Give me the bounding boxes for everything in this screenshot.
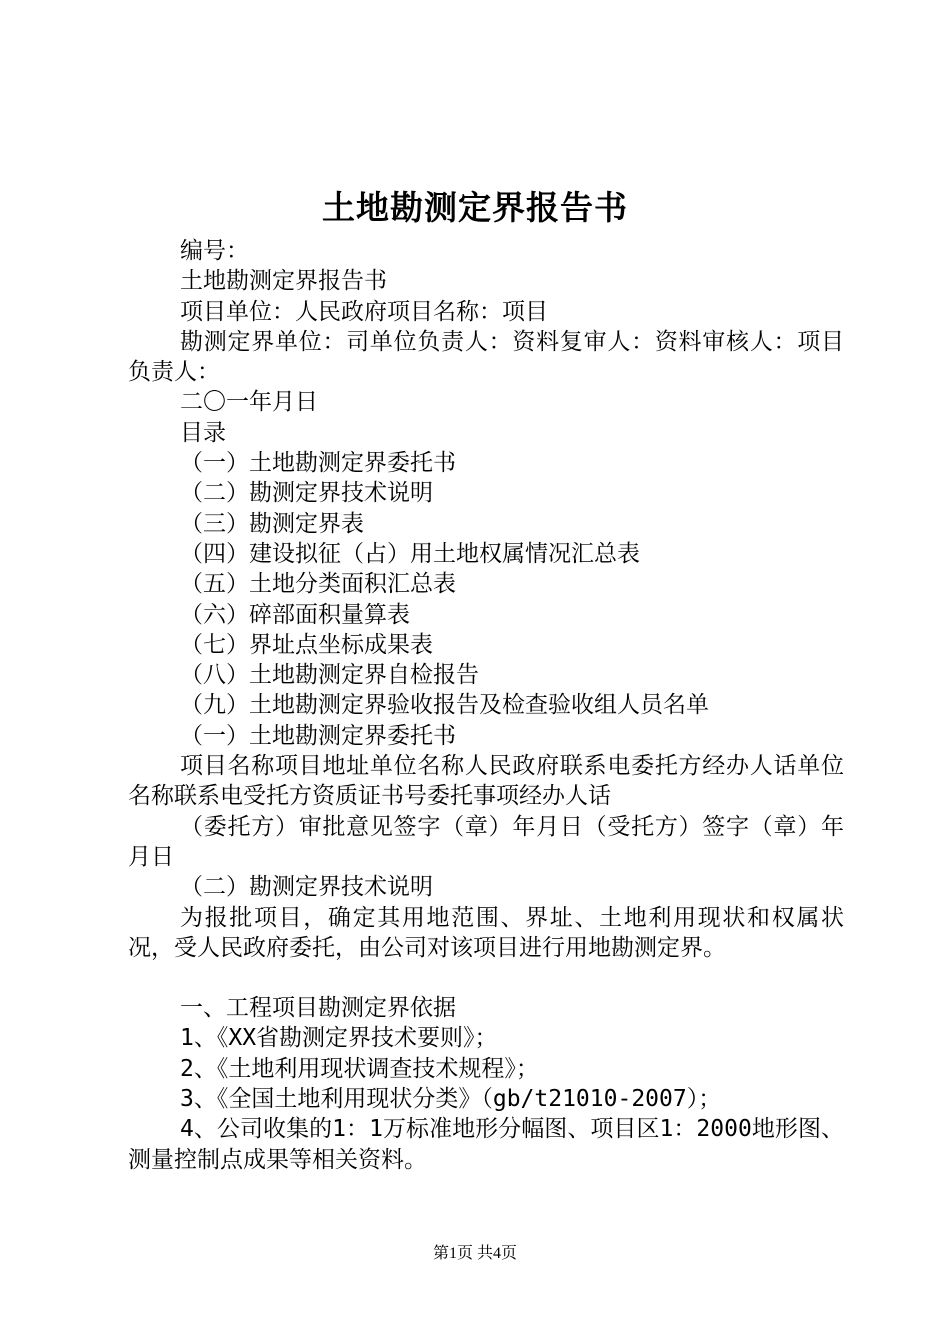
basis-item: 2、《土地利用现状调查技术规程》； — [180, 1055, 539, 1082]
basis-item: 4、公司收集的1：1万标准地形分幅图、项目区1：2000地形图、测量控制点成果等相关资料。 — [128, 1116, 844, 1173]
section-heading: （一）土地勘测定界委托书 — [180, 722, 456, 749]
toc-item: （八）土地勘测定界自检报告 — [180, 662, 479, 689]
toc-item: （九）土地勘测定界验收报告及检查验收组人员名单 — [180, 692, 709, 719]
toc-heading: 目录 — [180, 419, 226, 446]
toc-item: （五）土地分类面积汇总表 — [180, 571, 456, 598]
section-heading: （二）勘测定界技术说明 — [180, 874, 433, 901]
technical-description-paragraph: 为报批项目，确定其用地范围、界址、土地利用现状和权属状况，受人民政府委托，由公司对该项目进行用地勘测定界。 — [128, 904, 844, 961]
report-name-line: 土地勘测定界报告书 — [180, 268, 387, 295]
toc-item: （一）土地勘测定界委托书 — [180, 450, 456, 477]
basis-item: 3、《全国土地利用现状分类》（gb/t21010-2007）； — [180, 1086, 722, 1113]
toc-item: （三）勘测定界表 — [180, 510, 364, 537]
project-unit-line: 项目单位：人民政府项目名称：项目 — [180, 298, 548, 325]
toc-item: （七）界址点坐标成果表 — [180, 631, 433, 658]
date-line: 二〇一年月日 — [180, 389, 318, 416]
document-body — [128, 236, 844, 1175]
basis-item: 1、《XX省勘测定界技术要则》； — [180, 1025, 498, 1052]
page-footer: 第1页 共4页 — [432, 1245, 517, 1262]
basis-heading: 一、工程项目勘测定界依据 — [180, 995, 456, 1022]
commission-form-text: 项目名称项目地址单位名称人民政府联系电委托方经办人话单位名称联系电受托方资质证书号委托事项经办人话 — [128, 753, 844, 810]
responsibility-line: 勘测定界单位：司单位负责人：资料复审人：资料审核人：项目负责人： — [128, 328, 844, 386]
paragraph-spacer — [128, 963, 844, 993]
toc-item: （四）建设拟征（占）用土地权属情况汇总表 — [180, 540, 640, 567]
toc-item: （六）碎部面积量算表 — [180, 601, 410, 628]
toc-item: （二）勘测定界技术说明 — [180, 480, 433, 507]
document-title: 土地勘测定界报告书 — [322, 188, 628, 227]
serial-number-label: 编号： — [180, 238, 249, 264]
approval-signature-text: （委托方）审批意见签字（章）年月日（受托方）签字（章）年月日 — [128, 813, 844, 870]
